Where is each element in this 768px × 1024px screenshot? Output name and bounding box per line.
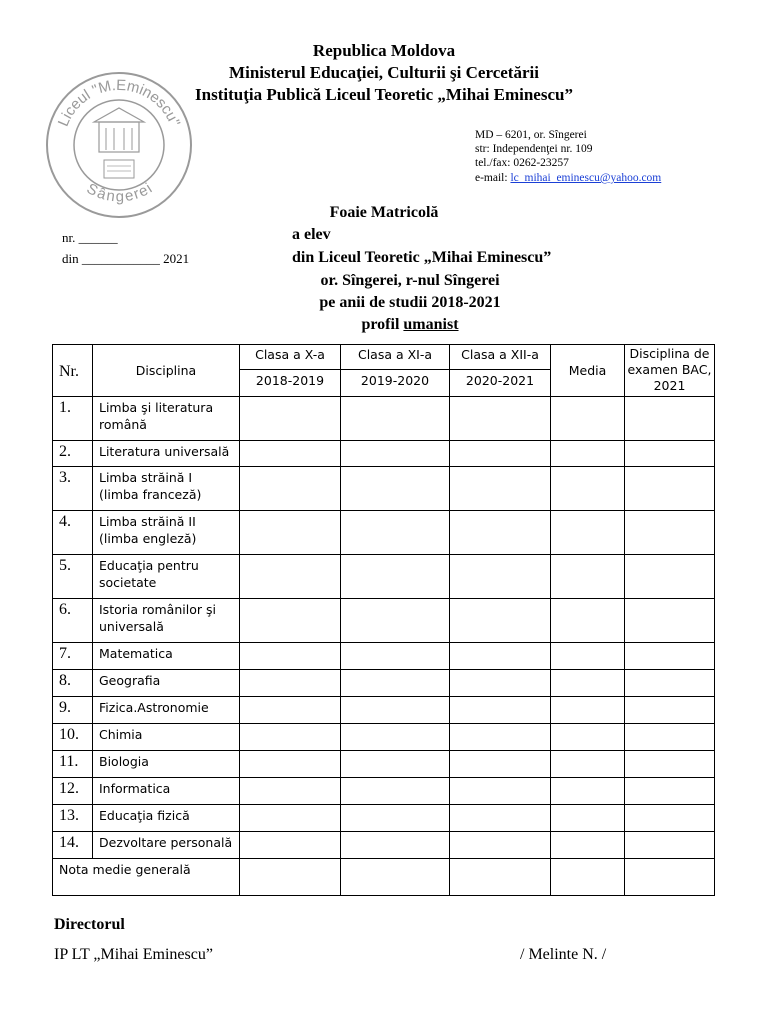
grade-cell-xii[interactable]	[450, 643, 551, 670]
col-header-media: Media	[551, 345, 625, 397]
contact-email-row	[475, 171, 661, 185]
grade-cell-x[interactable]	[240, 467, 341, 511]
grade-cell-x[interactable]	[240, 397, 341, 441]
col-header-year-2: 2019-2020	[341, 370, 450, 397]
bac-cell[interactable]	[625, 441, 715, 467]
years-line: pe anii de studii 2018-2021	[319, 294, 501, 311]
row-number: 12.	[53, 778, 93, 805]
grade-cell-xii[interactable]	[450, 724, 551, 751]
bac-cell[interactable]	[625, 643, 715, 670]
media-cell[interactable]	[551, 643, 625, 670]
total-row	[53, 859, 715, 896]
grade-cell-x[interactable]	[240, 832, 341, 859]
media-cell[interactable]	[551, 511, 625, 555]
grade-cell-xii[interactable]	[450, 511, 551, 555]
grade-cell-xii[interactable]	[450, 670, 551, 697]
table-row	[53, 467, 715, 511]
bac-cell[interactable]	[625, 511, 715, 555]
seal-bottom-text: Sângerei	[83, 180, 156, 206]
bac-cell[interactable]	[625, 397, 715, 441]
bac-cell[interactable]	[625, 599, 715, 643]
svg-text:Liceul "M.Eminescu"	[55, 77, 183, 129]
table-row	[53, 643, 715, 670]
media-cell[interactable]	[551, 805, 625, 832]
nr-label: nr. ______	[62, 230, 118, 245]
media-cell[interactable]	[551, 832, 625, 859]
header-republic: Republica Moldova	[312, 41, 456, 60]
row-number: 5.	[53, 555, 93, 599]
school-line: din Liceul Teoretic „Mihai Eminescu”	[292, 249, 552, 266]
grade-cell-x[interactable]	[240, 751, 341, 778]
media-cell[interactable]	[551, 599, 625, 643]
grade-cell-x[interactable]	[240, 599, 341, 643]
col-header-class-x: Clasa a X-a	[240, 345, 341, 370]
grade-cell-xi[interactable]	[341, 697, 450, 724]
grade-cell-x[interactable]	[240, 441, 341, 467]
table-row	[53, 555, 715, 599]
media-cell[interactable]	[551, 555, 625, 599]
col-header-nr: Nr.	[53, 345, 93, 397]
discipline-name: Geografia	[93, 670, 240, 697]
seal-top-text: Liceul "M.Eminescu"	[54, 76, 184, 129]
grade-cell-xii[interactable]	[450, 441, 551, 467]
discipline-name: Fizica.Astronomie	[93, 697, 240, 724]
school-seal	[44, 70, 194, 220]
grade-cell-xii[interactable]	[450, 832, 551, 859]
discipline-name: Matematica	[93, 643, 240, 670]
media-cell[interactable]	[551, 778, 625, 805]
profile-line	[0, 316, 768, 334]
table-row	[53, 441, 715, 467]
table-row	[53, 599, 715, 643]
grade-cell-xi[interactable]	[341, 555, 450, 599]
grade-cell-xii[interactable]	[450, 599, 551, 643]
table-row	[53, 832, 715, 859]
header-institution: Instituţia Publică Liceul Teoretic „Mihai Eminescu”	[195, 85, 573, 104]
row-number: 6.	[53, 599, 93, 643]
grade-cell-xii[interactable]	[450, 397, 551, 441]
grade-cell-xi[interactable]	[341, 805, 450, 832]
grade-cell-x[interactable]	[240, 555, 341, 599]
bac-cell[interactable]	[625, 832, 715, 859]
grade-cell-xii[interactable]	[450, 697, 551, 724]
row-number: 3.	[53, 467, 93, 511]
row-number: 14.	[53, 832, 93, 859]
table-row	[53, 724, 715, 751]
bac-cell[interactable]	[625, 778, 715, 805]
grade-cell-x[interactable]	[240, 697, 341, 724]
col-header-year-1: 2018-2019	[240, 370, 341, 397]
grade-cell-x[interactable]	[240, 724, 341, 751]
col-header-disciplina: Disciplina	[93, 345, 240, 397]
total-media-cell[interactable]	[551, 859, 625, 896]
media-cell[interactable]	[551, 397, 625, 441]
discipline-name: Dezvoltare personală	[93, 832, 240, 859]
grade-cell-xi[interactable]	[341, 599, 450, 643]
grade-cell-x[interactable]	[240, 670, 341, 697]
total-cell-x[interactable]	[240, 859, 341, 896]
discipline-name: Educaţia fizică	[93, 805, 240, 832]
media-cell[interactable]	[551, 441, 625, 467]
grade-cell-xii[interactable]	[450, 751, 551, 778]
media-cell[interactable]	[551, 697, 625, 724]
row-number: 10.	[53, 724, 93, 751]
grade-cell-xi[interactable]	[341, 832, 450, 859]
grade-cell-xii[interactable]	[450, 555, 551, 599]
bac-cell[interactable]	[625, 670, 715, 697]
media-cell[interactable]	[551, 724, 625, 751]
bac-cell[interactable]	[625, 724, 715, 751]
grade-cell-xi[interactable]	[341, 751, 450, 778]
bac-cell[interactable]	[625, 751, 715, 778]
table-row	[53, 751, 715, 778]
total-label: Nota medie generală	[53, 859, 240, 896]
grade-cell-xi[interactable]	[341, 778, 450, 805]
discipline-name: Biologia	[93, 751, 240, 778]
table-row	[53, 805, 715, 832]
grade-cell-xii[interactable]	[450, 778, 551, 805]
col-header-bac: Disciplina de examen BAC, 2021	[625, 345, 715, 397]
bac-cell[interactable]	[625, 805, 715, 832]
row-number: 1.	[53, 397, 93, 441]
discipline-name: Limba străină II (limba engleză)	[93, 511, 240, 555]
grade-cell-xi[interactable]	[341, 511, 450, 555]
din-label: din ____________ 2021	[62, 251, 190, 266]
discipline-name: Limba şi literatura română	[93, 397, 240, 441]
grade-cell-xi[interactable]	[341, 397, 450, 441]
bac-cell[interactable]	[625, 697, 715, 724]
grade-cell-x[interactable]	[240, 511, 341, 555]
discipline-name: Limba străină I (limba franceză)	[93, 467, 240, 511]
row-number: 11.	[53, 751, 93, 778]
footer-signature: / Melinte N. /	[520, 946, 607, 963]
profile-value: umanist	[403, 316, 459, 333]
footer-institution: IP LT „Mihai Eminescu”	[54, 946, 213, 963]
grade-cell-xi[interactable]	[341, 724, 450, 751]
grade-cell-x[interactable]	[240, 643, 341, 670]
profile-prefix: profil	[361, 316, 404, 333]
table-row	[53, 670, 715, 697]
doc-title: Foaie Matricolă	[329, 204, 439, 221]
row-number: 8.	[53, 670, 93, 697]
bac-cell[interactable]	[625, 467, 715, 511]
col-header-class-xii: Clasa a XII-a	[450, 345, 551, 370]
col-header-year-3: 2020-2021	[450, 370, 551, 397]
discipline-name: Educaţia pentru societate	[93, 555, 240, 599]
total-bac-cell[interactable]	[625, 859, 715, 896]
table-row	[53, 697, 715, 724]
svg-text:Sângerei	[84, 180, 155, 205]
location-line: or. Sîngerei, r-nul Sîngerei	[320, 272, 500, 289]
email-link[interactable]: lc_mihai_eminescu@yahoo.com	[510, 172, 662, 184]
header-ministry: Ministerul Educaţiei, Culturii şi Cercetării	[229, 63, 539, 82]
col-header-class-xi: Clasa a XI-a	[341, 345, 450, 370]
table-row	[53, 511, 715, 555]
discipline-name: Literatura universală	[93, 441, 240, 467]
grade-cell-xi[interactable]	[341, 441, 450, 467]
grade-cell-xi[interactable]	[341, 643, 450, 670]
contact-email-label: e-mail:	[475, 172, 508, 184]
grade-cell-xii[interactable]	[450, 467, 551, 511]
table-row	[53, 778, 715, 805]
grade-cell-xi[interactable]	[341, 670, 450, 697]
bac-cell[interactable]	[625, 555, 715, 599]
discipline-name: Chimia	[93, 724, 240, 751]
contact-street: str: Independenţei nr. 109	[475, 143, 593, 155]
director-label: Directorul	[54, 916, 125, 933]
total-cell-xi[interactable]	[341, 859, 450, 896]
row-number: 13.	[53, 805, 93, 832]
grade-cell-x[interactable]	[240, 778, 341, 805]
media-cell[interactable]	[551, 467, 625, 511]
row-number: 9.	[53, 697, 93, 724]
media-cell[interactable]	[551, 751, 625, 778]
grade-cell-x[interactable]	[240, 805, 341, 832]
discipline-name: Informatica	[93, 778, 240, 805]
media-cell[interactable]	[551, 670, 625, 697]
contact-address: MD – 6201, or. Sîngerei	[475, 129, 587, 141]
total-cell-xii[interactable]	[450, 859, 551, 896]
grade-cell-xi[interactable]	[341, 467, 450, 511]
elev-label: a elev	[292, 226, 331, 243]
table-row	[53, 397, 715, 441]
contact-phone: tel./fax: 0262-23257	[475, 157, 569, 169]
grades-table	[52, 344, 715, 896]
discipline-name: Istoria românilor şi universală	[93, 599, 240, 643]
row-number: 2.	[53, 441, 93, 467]
row-number: 4.	[53, 511, 93, 555]
grade-cell-xii[interactable]	[450, 805, 551, 832]
row-number: 7.	[53, 643, 93, 670]
